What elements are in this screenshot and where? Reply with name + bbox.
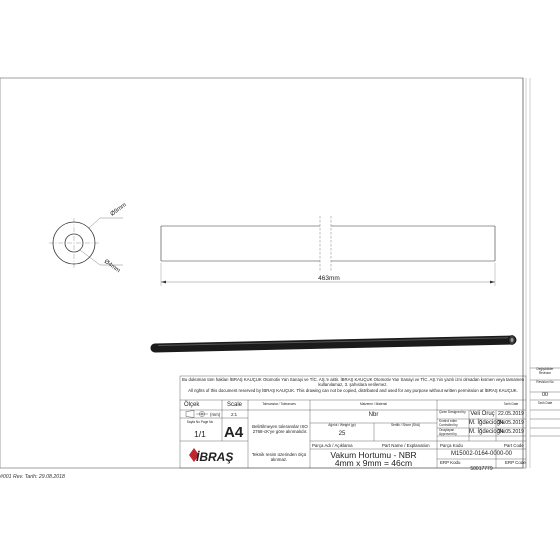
- inner-diameter-label: Ø4mm: [102, 258, 121, 275]
- approved-date: 24.05.2019: [498, 429, 524, 435]
- scale-value: 2:1: [231, 412, 238, 417]
- date-column-label: Tarih Date: [503, 402, 519, 406]
- erp-code-value: 50017779: [470, 466, 493, 472]
- weight-label: Ağırlık / Weight (gr): [328, 423, 356, 427]
- part-name-label-en: Part Name / Explanation: [382, 443, 430, 448]
- copyright-notice-tr: Bu doküman tüm hakları İBRAŞ KAUÇUK Otomotiv Yan Sanayi ve TİC. AŞ.'e aittir. İBRAŞ KAUÇUK Otomotiv Yan Sanayi ve TİC. AŞ.'nin yazılı izni olmadan kısmen veya tamamen kullanılamaz, 3. şahıslara verilemez.: [182, 377, 524, 387]
- erp-code-label: ERP Kodu: [440, 460, 461, 465]
- unit-label: (mm): [210, 412, 221, 417]
- checked-date: 24.05.2019: [498, 420, 524, 426]
- projection-symbol-icon: [186, 411, 208, 418]
- outer-diameter-label: Ø9mm: [109, 202, 128, 218]
- designer-name: Veli Oruç: [470, 411, 495, 417]
- hardness-label: Sertlik / Shore (ShA): [390, 423, 421, 427]
- page-number-label: Sayfa No Page No: [186, 420, 214, 424]
- hose-render: [155, 335, 515, 348]
- svg-text:İBRAŞ: İBRAŞ: [196, 450, 234, 464]
- tolerance-text: Belirtilmeyen toleranslar ISO 2768-cK'ye göre alınmalıdır.: [252, 424, 308, 435]
- part-size: 4mm x 9mm = 46cm: [334, 458, 413, 468]
- revision-no-value: 00: [541, 392, 549, 398]
- copyright-notice-en: All rights of this document reserved by İBRAŞ KAUÇUK. This drawing can not be copied, distributed and used for any purpose without written permission at İBRAŞ KAUÇUK.: [188, 388, 518, 393]
- company-logo: [189, 448, 233, 464]
- page-number-value: 1/1: [194, 429, 206, 439]
- checker-name: M. İğdecioğlu: [469, 420, 505, 426]
- weight-value: 25: [338, 431, 346, 437]
- scale-label: Ölçek: [184, 402, 200, 408]
- revision-header: Değişiklikler Revision: [536, 367, 554, 375]
- designed-by-label: Çizen Designed by: [439, 410, 466, 414]
- material-label: Malzeme / Material: [360, 402, 387, 406]
- section-view: [49, 218, 123, 268]
- tolerance-label: Toleranslar / Tolerances: [262, 402, 296, 406]
- length-dimension-label: 463mm: [318, 275, 340, 282]
- scale-header: Scale: [227, 402, 243, 408]
- part-name: Vakum Hortumu - NBR: [330, 450, 417, 460]
- designed-date: 22.05.2019: [498, 411, 524, 417]
- revision-footer: #001 Rev. Tarih: 29.08.2018: [0, 474, 65, 480]
- revision-no-label: Revizion No: [536, 380, 554, 384]
- material-value: Nbr: [368, 412, 379, 418]
- checked-by-label: Kontrol eden Controlled by: [439, 419, 458, 427]
- part-code-label: Parça Kodu: [440, 443, 463, 448]
- paper-size: A4: [224, 424, 244, 441]
- part-name-label: Parça Adı / Açıklama: [312, 443, 353, 448]
- part-code-label-en: Part Code: [504, 443, 524, 448]
- approver-name: M. İğdecioğlu: [469, 429, 505, 435]
- part-code-value: M15002-0164-0000-00: [450, 450, 513, 457]
- tech-note: Teknik resim üzerinden ölçü alınmaz.: [251, 452, 307, 463]
- revision-date-label: Tarih Date: [537, 401, 553, 405]
- approved-by-label: Onaylayan Approved by: [439, 428, 457, 436]
- erp-code-label-en: ERP Code: [505, 460, 526, 465]
